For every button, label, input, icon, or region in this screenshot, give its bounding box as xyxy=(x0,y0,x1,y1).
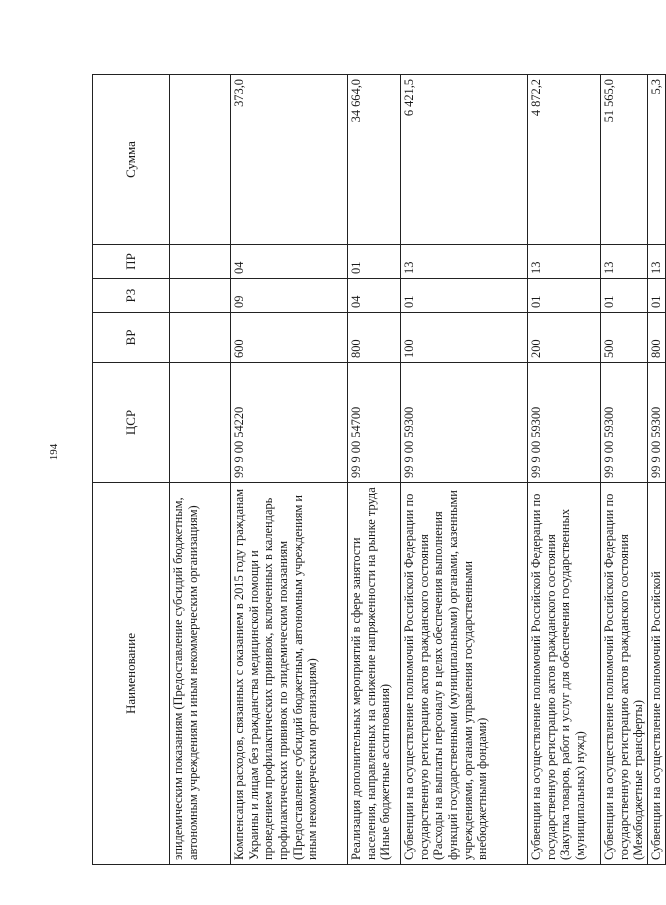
row-pr: 13 xyxy=(528,245,601,279)
row-pr: 13 xyxy=(647,245,665,279)
row-sum: 5,3 xyxy=(647,75,665,245)
row-rz: 01 xyxy=(647,279,665,313)
row-csr: 99 9 00 54700 xyxy=(348,363,401,483)
row-pr: 13 xyxy=(401,245,528,279)
table-row xyxy=(231,75,348,865)
table-header-row xyxy=(93,75,170,865)
table-row xyxy=(170,75,231,865)
header-sum: Сумма xyxy=(93,75,170,245)
row-csr: 99 9 00 59300 xyxy=(528,363,601,483)
row-csr xyxy=(170,363,231,483)
row-csr: 99 9 00 54220 xyxy=(231,363,348,483)
row-name: Субвенции на осуществление полномочий Российской Федерации по государственную регистрацию актов гражданского состояния (Расходы на выплаты персоналу в целях обеспечения выполнения функций государственными (муниципальными) органами, казенными учреждениями, органами управления государственными внебюджетными фондами) xyxy=(401,483,528,865)
row-vr: 800 xyxy=(348,313,401,363)
row-sum xyxy=(170,75,231,245)
header-csr: ЦСР xyxy=(93,363,170,483)
header-vr: ВР xyxy=(93,313,170,363)
table-row xyxy=(647,75,665,865)
table-row xyxy=(528,75,601,865)
table-row xyxy=(348,75,401,865)
row-sum: 51 565,0 xyxy=(601,75,648,245)
row-vr: 600 xyxy=(231,313,348,363)
row-name: эпидемическим показаниям (Предоставление субсидий бюджетным, автономным учреждениям и иным некоммерческим организациям) xyxy=(170,483,231,865)
row-vr: 200 xyxy=(528,313,601,363)
header-pr: ПР xyxy=(93,245,170,279)
row-pr xyxy=(170,245,231,279)
table-row xyxy=(601,75,648,865)
row-pr: 04 xyxy=(231,245,348,279)
budget-table xyxy=(92,74,666,865)
table-row xyxy=(401,75,528,865)
row-sum: 6 421,5 xyxy=(401,75,528,245)
row-rz xyxy=(170,279,231,313)
row-vr: 100 xyxy=(401,313,528,363)
rotated-page-content xyxy=(92,75,663,865)
row-csr: 99 9 00 59300 xyxy=(601,363,648,483)
row-pr: 13 xyxy=(601,245,648,279)
row-csr: 99 9 00 59300 xyxy=(401,363,528,483)
row-rz: 09 xyxy=(231,279,348,313)
row-rz: 01 xyxy=(601,279,648,313)
row-rz: 01 xyxy=(528,279,601,313)
row-vr xyxy=(170,313,231,363)
row-name: Реализация дополнительных мероприятий в сфере занятости населения, направленных на снижение напряженности на рынке труда (Иные бюджетные ассигнования) xyxy=(348,483,401,865)
row-vr: 800 xyxy=(647,313,665,363)
row-rz: 04 xyxy=(348,279,401,313)
row-name: Компенсация расходов, связанных с оказанием в 2015 году гражданам Украины и лицам без гражданства медицинской помощи и проведением профилактических прививок, включенных в календарь профилактических прививок по эпидемическим показаниям (Предоставление субсидий бюджетным, автономным учреждениям и иным некоммерческим организациям) xyxy=(231,483,348,865)
header-name: Наименование xyxy=(93,483,170,865)
row-csr: 99 9 00 59300 xyxy=(647,363,665,483)
row-pr: 01 xyxy=(348,245,401,279)
row-sum: 34 664,0 xyxy=(348,75,401,245)
row-name: Субвенции на осуществление полномочий Российской xyxy=(647,483,665,865)
row-rz: 01 xyxy=(401,279,528,313)
header-rz: РЗ xyxy=(93,279,170,313)
row-name: Субвенции на осуществление полномочий Российской Федерации по государственную регистрацию актов гражданского состояния (Межбюджетные трансферты) xyxy=(601,483,648,865)
row-name: Субвенции на осуществление полномочий Российской Федерации по государственную регистрацию актов гражданского состояния (Закупка товаров, работ и услуг для обеспечения государственных (муниципальных) нужд) xyxy=(528,483,601,865)
row-sum: 4 872,2 xyxy=(528,75,601,245)
row-vr: 500 xyxy=(601,313,648,363)
row-sum: 373,0 xyxy=(231,75,348,245)
page-number: 194 xyxy=(48,443,60,461)
